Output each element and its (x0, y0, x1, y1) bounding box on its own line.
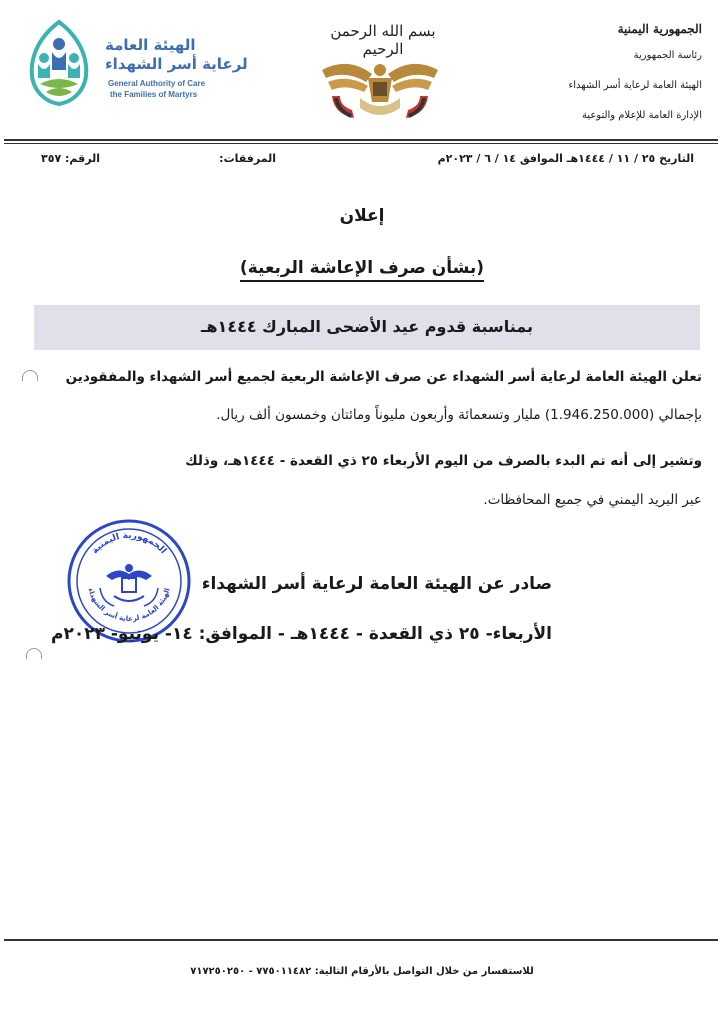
svg-text:الجمهورية اليمنية (90, 531, 168, 556)
family-tree-logo-icon (22, 18, 97, 108)
footer-divider (4, 939, 718, 941)
document-date: التاريخ ٢٥ / ١١ / ١٤٤٤هـ الموافق ١٤ / ٦ / ٢٠٢٣م (437, 152, 694, 165)
gov-presidency: رئاسة الجمهورية (633, 50, 702, 61)
eagle-emblem-icon (318, 52, 442, 124)
gov-department: الإدارة العامة للإعلام والتوعية (581, 110, 702, 121)
scan-artifact-mark (26, 648, 42, 659)
header-divider-thin (4, 143, 718, 144)
body-paragraph-1-line-1: تعلن الهيئة العامة لرعاية أسر الشهداء عن صرف الإعاشة الربعية لجميع أسر الشهداء والمفقودين (65, 369, 702, 385)
occasion-banner-text: بمناسبة قدوم عيد الأضحى المبارك ١٤٤٤هـ (200, 317, 534, 336)
gov-authority: الهيئة العامة لرعاية أسر الشهداء (568, 80, 702, 91)
org-name-arabic-line1: الهيئة العامة (105, 36, 196, 54)
stamp-text-inner: الهيئة العامة لرعاية أسر الشهداء (86, 587, 172, 623)
page-subtitle-text: (بشأن صرف الإعاشة الربعية) (240, 258, 484, 282)
footer-contact: للاستفسار من خلال التواصل بالأرقام التالية: ٧٧٥٠١١٤٨٢ - ٧١٧٢٥٠٢٥٠ (190, 966, 534, 977)
body-paragraph-2-line-1: وتشير إلى أنه تم البدء بالصرف من اليوم الأربعاء ٢٥ ذي القعدة - ١٤٤٤هـ، وذلك (185, 453, 702, 469)
issue-date-line: الأربعاء- ٢٥ ذي القعدة - ١٤٤٤هـ - الموافق: ١٤- يونيو- ٢٠٢٣م (50, 624, 552, 644)
gov-republic-title: الجمهورية اليمنية (617, 22, 702, 36)
body-paragraph-1-line-2: بإجمالي (1.946.250.000) مليار وتسعمائة وأربعون مليوناً ومائتان وخمسون ألف ريال. (216, 407, 702, 423)
page-subtitle (0, 258, 724, 278)
org-name-arabic-line2: لرعاية أسر الشهداء (105, 55, 248, 73)
org-name-english-line2: the Families of Martyrs (110, 90, 198, 99)
page-title: إعلان (339, 206, 385, 226)
basmala: بسم الله الرحمن الرحيم (330, 22, 436, 58)
org-name-english-line1: General Authority of Care (108, 79, 206, 88)
header-divider (4, 139, 718, 141)
document-attachments: المرفقات: (219, 152, 276, 165)
document-reference-number: الرقم: ٣٥٧ (41, 152, 100, 165)
scan-artifact-mark (22, 370, 38, 381)
stamp-text-outer: الجمهورية اليمنية (90, 530, 168, 557)
body-paragraph-2-line-2: عبر البريد اليمني في جميع المحافظات. (483, 492, 702, 508)
issuer-line: صادر عن الهيئة العامة لرعاية أسر الشهداء (201, 574, 552, 594)
